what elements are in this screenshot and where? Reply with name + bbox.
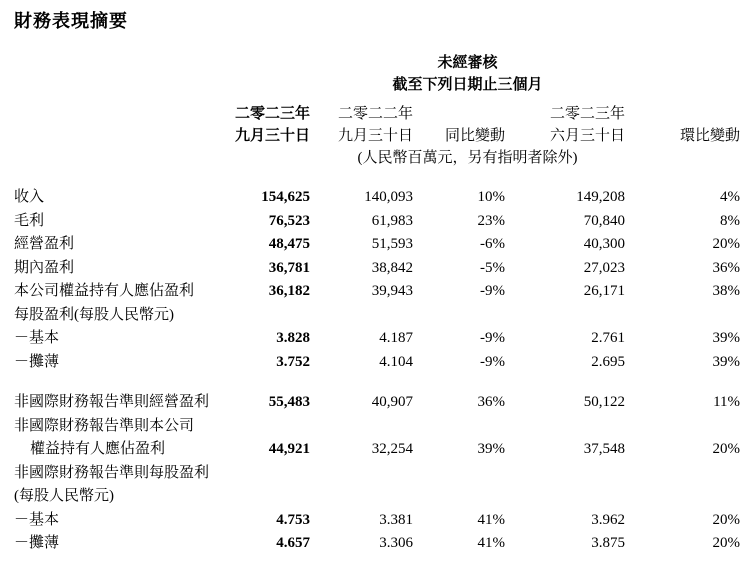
row-label: 非國際財務報告準則經營盈利: [14, 394, 210, 410]
table-row: [14, 233, 740, 257]
row-label: 權益持有人應佔盈利: [30, 441, 166, 457]
col-header-year-qoq: [625, 96, 740, 125]
cell-value: 36,781: [268, 259, 310, 276]
col-header-year-sep2022: 二零二二年: [337, 106, 413, 122]
row-label: －基本: [14, 511, 60, 528]
cell-value: -9%: [480, 330, 505, 346]
cell-value: [505, 304, 625, 328]
col-header-year-sep2023: 二零二三年: [234, 106, 310, 122]
unaudited-label: 未經審核: [437, 55, 498, 71]
cell-value: 36,182: [268, 283, 310, 299]
table-row: [14, 415, 740, 439]
cell-value: [310, 415, 413, 439]
cell-value: 55,483: [268, 394, 310, 410]
row-label: －基本: [14, 330, 60, 346]
cell-value: [232, 415, 310, 439]
table-body: [14, 186, 740, 556]
cell-value: [505, 415, 625, 439]
cell-value: [413, 462, 505, 486]
cell-value: 39%: [477, 441, 505, 457]
table-row: [14, 186, 740, 210]
row-label: 本公司權益持有人應佔盈利: [14, 283, 195, 299]
cell-value: 36%: [712, 259, 741, 276]
financial-summary-table: [14, 52, 740, 556]
table-row: [14, 532, 740, 556]
cell-value: 10%: [477, 189, 505, 205]
cell-value: 3.828: [276, 330, 310, 346]
column-date-row: [14, 125, 740, 147]
cell-value: 20%: [712, 535, 741, 551]
table-row: [14, 327, 740, 351]
row-label: 每股盈利(每股人民幣元): [14, 306, 174, 323]
cell-value: -9%: [480, 283, 505, 299]
cell-value: 149,208: [576, 189, 626, 205]
cell-value: 39%: [712, 353, 741, 370]
cell-value: 41%: [477, 511, 505, 528]
cell-value: 3.381: [379, 511, 413, 528]
cell-value: [310, 485, 413, 509]
cell-value: [625, 462, 740, 486]
page-title: 財務表現摘要: [14, 11, 128, 31]
col-header-date-jun2023: 六月三十日: [550, 128, 626, 144]
cell-value: 3.962: [591, 511, 626, 528]
col-header-yoy-change: 同比變動: [444, 128, 505, 144]
col-header-year-jun2023: 二零二三年: [550, 106, 626, 122]
cell-value: 37,548: [583, 441, 626, 457]
table-header: [14, 52, 740, 186]
cell-value: 4.104: [379, 353, 413, 370]
table-row: [14, 485, 740, 509]
period-row: [14, 74, 740, 96]
row-label: 毛利: [14, 212, 45, 229]
table-row: [14, 257, 740, 281]
cell-value: 38%: [712, 283, 741, 299]
units-row: [14, 147, 740, 186]
cell-value: 4.187: [379, 330, 413, 346]
cell-value: 40,907: [371, 394, 413, 410]
row-label: 經營盈利: [14, 236, 75, 252]
cell-value: 3.875: [591, 535, 626, 551]
cell-value: 50,122: [583, 394, 626, 410]
cell-value: [310, 304, 413, 328]
cell-value: 39,943: [371, 283, 413, 299]
cell-value: 2.761: [591, 330, 626, 346]
cell-value: [232, 485, 310, 509]
units-note: (人民幣百萬元，另有指明者除外): [357, 150, 578, 166]
cell-value: 27,023: [583, 259, 626, 276]
cell-value: [232, 462, 310, 486]
cell-value: 38,842: [371, 259, 413, 276]
cell-value: [625, 304, 740, 328]
cell-value: -6%: [480, 236, 505, 252]
cell-value: 76,523: [268, 212, 310, 229]
cell-value: [232, 304, 310, 328]
period-label: 截至下列日期止三個月: [392, 77, 543, 93]
cell-value: 140,093: [364, 189, 413, 205]
cell-value: 61,983: [371, 212, 413, 229]
cell-value: [413, 485, 505, 509]
row-label: 期內盈利: [14, 259, 75, 276]
row-label: －攤薄: [14, 535, 60, 551]
col-header-date-sep2022: 九月三十日: [337, 128, 413, 144]
cell-value: 51,593: [371, 236, 413, 252]
column-year-row: [14, 96, 740, 125]
row-label: 非國際財務報告準則每股盈利: [14, 464, 210, 481]
cell-value: -9%: [480, 353, 505, 370]
cell-value: 44,921: [268, 441, 310, 457]
table-row: [14, 391, 740, 415]
cell-value: 4.657: [276, 535, 310, 551]
table-row: [14, 304, 740, 328]
table-row: [14, 462, 740, 486]
cell-value: 48,475: [268, 236, 310, 252]
table-row: [14, 280, 740, 304]
row-label: 收入: [14, 189, 45, 205]
cell-value: 4%: [720, 189, 741, 205]
cell-value: 4.753: [276, 511, 310, 528]
cell-value: [505, 462, 625, 486]
cell-value: [505, 485, 625, 509]
cell-value: 36%: [477, 394, 505, 410]
cell-value: 20%: [712, 236, 741, 252]
row-label: 非國際財務報告準則本公司: [14, 417, 195, 434]
col-header-year-yoy: [413, 96, 505, 125]
cell-value: 41%: [477, 535, 505, 551]
row-label: －攤薄: [14, 353, 60, 370]
cell-value: 2.695: [591, 353, 626, 370]
cell-value: 20%: [712, 441, 741, 457]
cell-value: 11%: [713, 394, 741, 410]
cell-value: [625, 485, 740, 509]
cell-value: 8%: [720, 212, 741, 229]
table-row: [14, 509, 740, 533]
table-row: [14, 351, 740, 375]
cell-value: [625, 415, 740, 439]
cell-value: 39%: [712, 330, 741, 346]
cell-value: [413, 304, 505, 328]
col-header-qoq-change: 環比變動: [680, 128, 741, 144]
unaudited-row: [14, 52, 740, 74]
table-row: [14, 438, 740, 462]
cell-value: [310, 462, 413, 486]
cell-value: 20%: [712, 511, 741, 528]
cell-value: 154,625: [261, 189, 310, 205]
row-label: (每股人民幣元): [14, 488, 114, 504]
cell-value: 32,254: [371, 441, 413, 457]
table-row: [14, 210, 740, 234]
cell-value: -5%: [480, 259, 505, 276]
col-header-date-sep2023: 九月三十日: [234, 128, 310, 144]
cell-value: 3.752: [276, 353, 310, 370]
cell-value: [413, 415, 505, 439]
cell-value: 70,840: [583, 212, 626, 229]
cell-value: 3.306: [379, 535, 413, 551]
cell-value: 26,171: [583, 283, 626, 299]
cell-value: 23%: [477, 212, 505, 229]
spacer-row: [14, 374, 740, 391]
cell-value: 40,300: [583, 236, 626, 252]
